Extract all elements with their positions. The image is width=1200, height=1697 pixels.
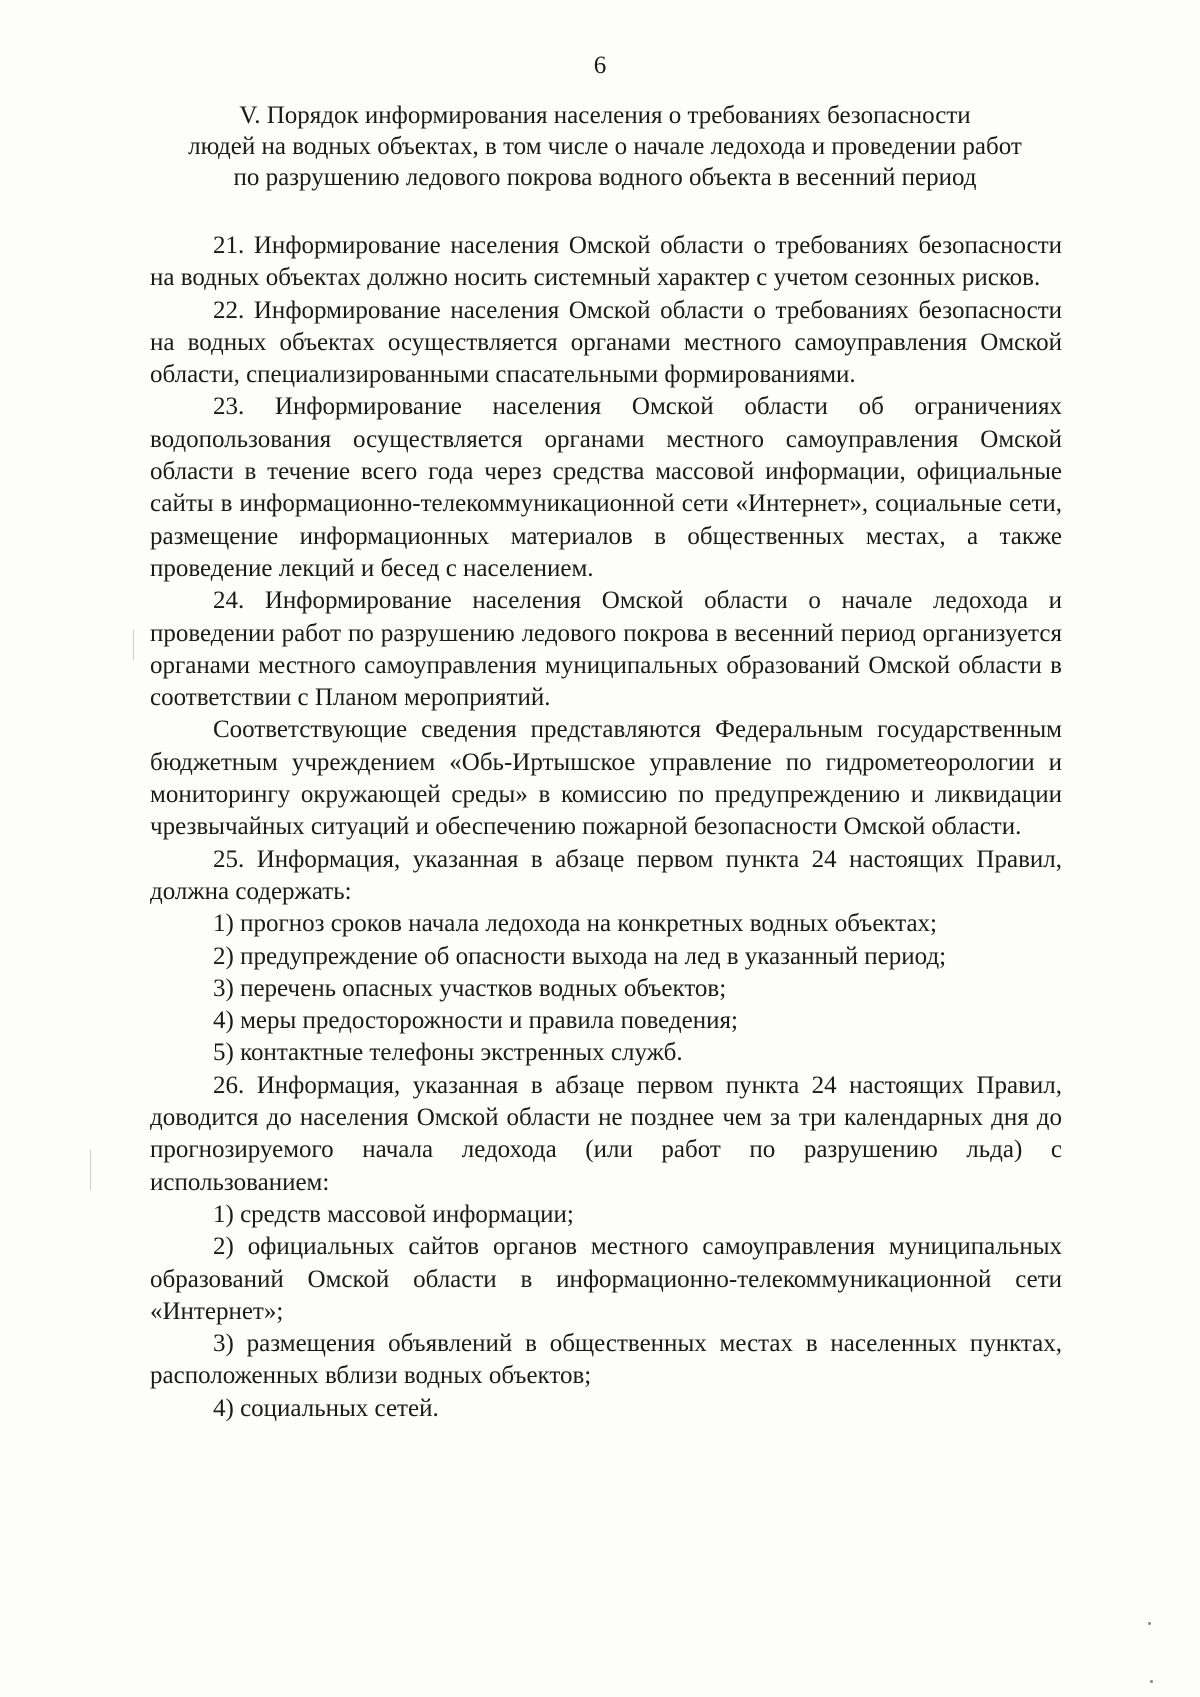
paragraph-25: 25. Информация, указанная в абзаце первом пункта 24 настоящих Правил, должна содержать: [150,845,1062,905]
list-item: 1) средств массовой информации; [213,1200,574,1228]
paragraph-24: 24. Информирование населения Омской области о начале ледохода и проведении работ по разрушению ледового покрова в весенний период организуется органами местного самоуправления муниципальных образований Омской области в соответствии с Планом мероприятий. [150,587,1062,712]
list-item: 3) перечень опасных участков водных объектов; [213,974,727,1002]
list-item: 4) социальных сетей. [213,1394,439,1422]
page-number: 6 [593,52,607,79]
paragraph-22: 22. Информирование населения Омской области о требованиях безопасности на водных объектах осуществляется органами местного самоуправления Омской области, специализированными спасательными формированиями. [150,296,1062,389]
heading-line-3: по разрушению ледового покрова водного объекта в весенний период [233,164,977,191]
list-item: 1) прогноз сроков начала ледохода на конкретных водных объектах; [213,910,937,938]
scan-margin-mark [90,1150,91,1190]
list-item: 2) предупреждение об опасности выхода на лед в указанный период; [213,942,947,970]
list-item: 3) размещения объявлений в общественных местах в населенных пунктах, расположенных вблизи водных объектов; [150,1330,1062,1390]
list-item: 4) меры предосторожности и правила поведения; [213,1007,738,1035]
paragraph-21: 21. Информирование населения Омской области о требованиях безопасности на водных объектах должно носить системный характер с учетом сезонных рисков. [150,232,1062,292]
list-item: 2) официальных сайтов органов местного самоуправления муниципальных образований Омской области в информационно-телекоммуникационной сети «Интернет»; [150,1233,1062,1325]
paragraph-24-continued: Соответствующие сведения представляются Федеральным государственным бюджетным учреждением «Обь-Иртышское управление по гидрометеорологии и мониторингу окружающей среды» в комиссию по предупреждению и ликвидации чрезвычайных ситуаций и обеспечению пожарной безопасности Омской области. [150,716,1062,841]
document-body [150,230,1062,1425]
paragraph-23: 23. Информирование населения Омской области об ограничениях водопользования осуществляется органами местного самоуправления Омской области в течение всего года через средства массовой информации, официальные сайты в информационно-телекоммуникационной сети «Интернет», социальные сети, размещение информационных материалов в общественных местах, а также проведение лекций и бесед с населением. [150,393,1062,582]
scan-speck [1148,1622,1151,1625]
list-item: 5) контактные телефоны экстренных служб. [213,1039,683,1067]
scan-margin-mark [133,630,134,660]
paragraph-26: 26. Информация, указанная в абзаце первом пункта 24 настоящих Правил, доводится до населения Омской области не позднее чем за три календарных дня до прогнозируемого начала ледохода (или работ по разрушению льда) с использованием: [150,1071,1062,1196]
heading-line-2: людей на водных объектах, в том числе о начале ледохода и проведении работ [188,133,1022,160]
scan-speck [1150,1680,1153,1683]
section-heading [150,100,1060,193]
heading-line-1: V. Порядок информирования населения о требованиях безопасности [239,102,971,129]
